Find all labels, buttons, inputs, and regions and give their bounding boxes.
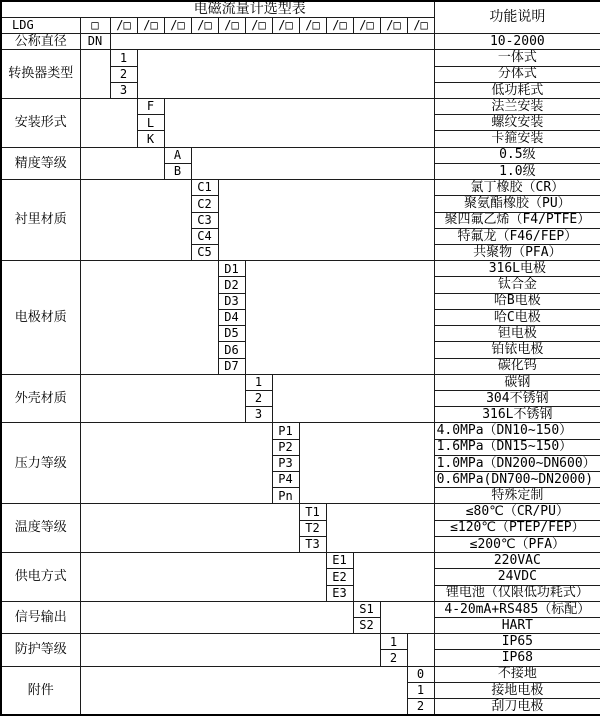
code-cell: 1 — [110, 50, 137, 66]
category-accessories: 附件 — [1, 666, 80, 715]
filler-cell — [380, 601, 434, 633]
category-converter-type: 转换器类型 — [1, 50, 80, 99]
code-cell: P3 — [272, 455, 299, 471]
function-cell: 卡箍安装 — [434, 131, 600, 147]
code-cell: P1 — [272, 423, 299, 439]
code-cell: 2 — [380, 650, 407, 666]
model-code-box: /□ — [353, 17, 380, 33]
model-code-box: /□ — [191, 17, 218, 33]
filler-cell — [80, 50, 110, 99]
function-cell: 0.6MPa(DN700~DN2000) — [434, 472, 600, 488]
code-cell: 1 — [380, 634, 407, 650]
code-cell: A — [164, 147, 191, 163]
filler-cell — [80, 374, 245, 423]
filler-cell — [80, 99, 137, 148]
filler-cell — [353, 553, 434, 602]
filler-cell — [80, 553, 326, 602]
code-cell: D4 — [218, 309, 245, 325]
filler-cell — [326, 504, 434, 553]
model-code-box: /□ — [245, 17, 272, 33]
function-cell: 1.6MPa（DN15~150） — [434, 439, 600, 455]
function-cell: 1.0MPa（DN200~DN600） — [434, 455, 600, 471]
function-cell: 聚氨酯橡胶（PU） — [434, 196, 600, 212]
function-cell: 10-2000 — [434, 34, 600, 50]
code-cell: S2 — [353, 618, 380, 634]
category-housing-material: 外壳材质 — [1, 374, 80, 423]
model-code-box-first: □ — [80, 17, 110, 33]
filler-cell — [218, 180, 434, 261]
category-protection-class: 防护等级 — [1, 634, 80, 666]
function-cell: 304不锈钢 — [434, 390, 600, 406]
code-cell: C4 — [191, 228, 218, 244]
filler-cell — [299, 423, 434, 504]
code-cell: 1 — [245, 374, 272, 390]
function-cell: 一体式 — [434, 50, 600, 66]
code-cell: 1 — [407, 682, 434, 698]
model-code-box: /□ — [110, 17, 137, 33]
model-code-box: /□ — [137, 17, 164, 33]
code-cell: T1 — [299, 504, 326, 520]
code-cell: B — [164, 163, 191, 179]
function-cell: 316L不锈钢 — [434, 407, 600, 423]
model-code-box: /□ — [326, 17, 353, 33]
code-cell: T2 — [299, 520, 326, 536]
filler-cell — [245, 261, 434, 375]
filler-cell — [407, 634, 434, 666]
code-cell: Pn — [272, 488, 299, 504]
code-cell: D2 — [218, 277, 245, 293]
model-code-box: /□ — [164, 17, 191, 33]
function-cell: 特氟龙（F46/FEP） — [434, 228, 600, 244]
function-cell: HART — [434, 618, 600, 634]
function-cell: 不接地 — [434, 666, 600, 682]
function-cell: 接地电极 — [434, 682, 600, 698]
model-code-box: /□ — [272, 17, 299, 33]
code-cell: C3 — [191, 212, 218, 228]
code-cell: E3 — [326, 585, 353, 601]
category-power-supply: 供电方式 — [1, 553, 80, 602]
code-cell: S1 — [353, 601, 380, 617]
filler-cell — [110, 34, 434, 50]
filler-cell — [80, 666, 407, 715]
category-electrode-material: 电极材质 — [1, 261, 80, 375]
code-cell: 0 — [407, 666, 434, 682]
model-code-box: /□ — [299, 17, 326, 33]
function-cell: 4-20mA+RS485（标配） — [434, 601, 600, 617]
function-cell: 低功耗式 — [434, 82, 600, 98]
function-cell: 锂电池（仅限低功耗式） — [434, 585, 600, 601]
category-lining-material: 衬里材质 — [1, 180, 80, 261]
function-cell: 共聚物（PFA） — [434, 244, 600, 260]
code-cell: 3 — [245, 407, 272, 423]
code-cell: D5 — [218, 326, 245, 342]
function-cell: 哈B电极 — [434, 293, 600, 309]
filler-cell — [164, 99, 434, 148]
code-cell: DN — [80, 34, 110, 50]
code-cell: E2 — [326, 569, 353, 585]
function-cell: 分体式 — [434, 66, 600, 82]
model-code-box: /□ — [218, 17, 245, 33]
code-cell: 2 — [407, 699, 434, 715]
function-cell: IP65 — [434, 634, 600, 650]
function-cell: 碳化钨 — [434, 358, 600, 374]
filler-cell — [191, 147, 434, 179]
function-cell: 316L电极 — [434, 261, 600, 277]
function-cell: 24VDC — [434, 569, 600, 585]
code-cell: C2 — [191, 196, 218, 212]
filler-cell — [80, 504, 299, 553]
code-cell: C5 — [191, 244, 218, 260]
code-cell: 2 — [110, 66, 137, 82]
category-pressure-rating: 压力等级 — [1, 423, 80, 504]
function-cell: 刮刀电极 — [434, 699, 600, 715]
category-installation-type: 安装形式 — [1, 99, 80, 148]
code-cell: D6 — [218, 342, 245, 358]
function-cell: ≤200℃（PFA） — [434, 536, 600, 552]
code-cell: T3 — [299, 536, 326, 552]
category-temperature-rating: 温度等级 — [1, 504, 80, 553]
code-cell: D7 — [218, 358, 245, 374]
code-cell: 3 — [110, 82, 137, 98]
function-cell: 氯丁橡胶（CR） — [434, 180, 600, 196]
code-cell: L — [137, 115, 164, 131]
filler-cell — [80, 634, 380, 666]
function-cell: 钛合金 — [434, 277, 600, 293]
function-cell: ≤80℃（CR/PU） — [434, 504, 600, 520]
category-nominal-diameter: 公称直径 — [1, 34, 80, 50]
filler-cell — [80, 147, 164, 179]
function-cell: 0.5级 — [434, 147, 600, 163]
code-cell: P2 — [272, 439, 299, 455]
category-accuracy-class: 精度等级 — [1, 147, 80, 179]
code-cell: C1 — [191, 180, 218, 196]
function-cell: 4.0MPa（DN10~150） — [434, 423, 600, 439]
function-cell: IP68 — [434, 650, 600, 666]
filler-cell — [80, 601, 353, 633]
model-code-box: /□ — [380, 17, 407, 33]
code-cell: K — [137, 131, 164, 147]
function-cell: 碳钢 — [434, 374, 600, 390]
code-cell: D1 — [218, 261, 245, 277]
function-cell: 螺纹安装 — [434, 115, 600, 131]
table-title: 电磁流量计选型表 — [1, 1, 434, 17]
function-cell: 220VAC — [434, 553, 600, 569]
model-code-box: /□ — [407, 17, 434, 33]
function-cell: 特殊定制 — [434, 488, 600, 504]
function-cell: 聚四氟乙烯（F4/PTFE） — [434, 212, 600, 228]
code-cell: P4 — [272, 472, 299, 488]
function-cell: 铂铱电极 — [434, 342, 600, 358]
code-cell: E1 — [326, 553, 353, 569]
filler-cell — [272, 374, 434, 423]
filler-cell — [137, 50, 434, 99]
function-cell: 法兰安装 — [434, 99, 600, 115]
code-cell: D3 — [218, 293, 245, 309]
function-cell: 1.0级 — [434, 163, 600, 179]
function-column-header: 功能说明 — [434, 1, 600, 34]
code-cell: F — [137, 99, 164, 115]
filler-cell — [80, 180, 191, 261]
filler-cell — [80, 423, 272, 504]
category-signal-output: 信号输出 — [1, 601, 80, 633]
function-cell: ≤120℃（PTEP/FEP） — [434, 520, 600, 536]
function-cell: 哈C电极 — [434, 309, 600, 325]
filler-cell — [80, 261, 218, 375]
model-prefix-label: LDG — [1, 17, 80, 33]
function-cell: 钽电极 — [434, 326, 600, 342]
code-cell: 2 — [245, 390, 272, 406]
